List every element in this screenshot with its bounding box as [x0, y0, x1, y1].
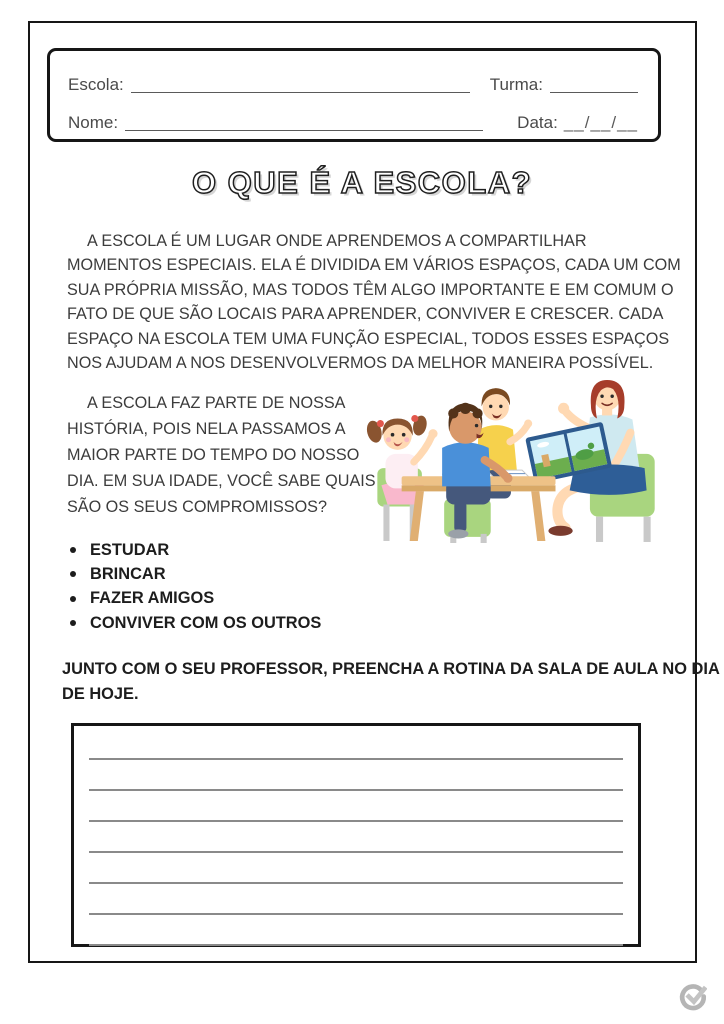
- text-line: HISTÓRIA, POIS NELA PASSAMOS A: [67, 420, 346, 438]
- writing-box[interactable]: [71, 723, 641, 947]
- data-field[interactable]: __/__/__: [563, 113, 638, 132]
- text-line: A ESCOLA É UM LUGAR ONDE APRENDEMOS A COMPARTILHAR: [87, 232, 587, 250]
- child-boy-blue: [442, 403, 512, 543]
- commitment-item: FAZER AMIGOS: [70, 586, 321, 610]
- question-paragraph: [67, 390, 389, 520]
- writing-line[interactable]: [89, 884, 623, 915]
- turma-label: Turma:: [489, 75, 543, 94]
- publisher-logo: [677, 982, 707, 1012]
- writing-line[interactable]: [89, 760, 623, 791]
- writing-line[interactable]: [89, 853, 623, 884]
- data-label: Data:: [517, 113, 558, 132]
- student-info-box: [47, 48, 661, 142]
- classroom-illustration: [356, 377, 672, 543]
- text-line: MOMENTOS ESPECIAIS. ELA É DIVIDIDA EM VÁRIOS ESPAÇOS, CADA UM COM: [67, 256, 681, 275]
- check-circle-icon: [677, 982, 707, 1012]
- writing-lines: [89, 729, 623, 946]
- commitments-list: [70, 538, 321, 635]
- intro-paragraph: [67, 229, 681, 375]
- text-line: SÃO OS SEUS COMPROMISSOS?: [67, 498, 327, 516]
- form-row-1: [68, 66, 638, 96]
- turma-field[interactable]: [550, 74, 638, 93]
- text-line: JUNTO COM O SEU PROFESSOR, PREENCHA A ROTINA DA SALA DE AULA NO DIA: [62, 660, 720, 678]
- text-line: ESPAÇO NA ESCOLA TEM UMA FUNÇÃO ESPECIAL, TODOS ESSES ESPAÇOS: [67, 329, 670, 348]
- text-line: A ESCOLA FAZ PARTE DE NOSSA: [87, 394, 346, 412]
- commitment-item: BRINCAR: [70, 562, 321, 586]
- commitment-item: ESTUDAR: [70, 538, 321, 562]
- text-line: DIA. EM SUA IDADE, VOCÊ SABE QUAIS: [67, 472, 376, 490]
- nome-label: Nome:: [68, 113, 119, 132]
- writing-line[interactable]: [89, 822, 623, 853]
- text-line: DE HOJE.: [62, 684, 139, 703]
- text-line: NOS AJUDAM A NOS DESENVOLVERMOS DA MELHOR MANEIRA POSSÍVEL.: [67, 354, 654, 373]
- commitment-item: CONVIVER COM OS OUTROS: [70, 611, 321, 635]
- escola-label: Escola:: [68, 75, 124, 94]
- escola-field[interactable]: [131, 74, 470, 93]
- writing-line[interactable]: [89, 791, 623, 822]
- text-line: MAIOR PARTE DO TEMPO DO NOSSO: [67, 446, 360, 464]
- writing-line[interactable]: [89, 729, 623, 760]
- text-line: FATO DE QUE SÃO LOCAIS PARA APRENDER, CONVIVER E CRESCER. CADA: [67, 305, 664, 324]
- text-line: SUA PRÓPRIA MISSÃO, MAS TODOS TÊM ALGO IMPORTANTE E EM COMUM O: [67, 280, 674, 299]
- activity-instruction: [62, 657, 720, 706]
- form-row-2: [68, 104, 638, 134]
- page-title: O QUE É A ESCOLA?: [191, 165, 533, 200]
- writing-line[interactable]: [89, 915, 623, 946]
- nome-field[interactable]: [125, 112, 483, 131]
